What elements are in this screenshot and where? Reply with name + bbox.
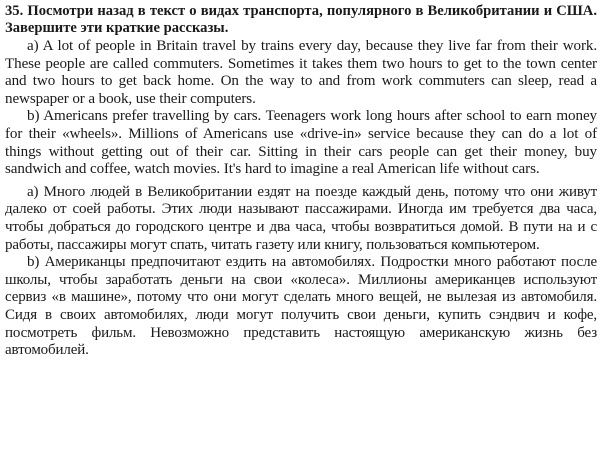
exercise-heading bbox=[5, 3, 597, 37]
russian-paragraph-b bbox=[5, 254, 597, 360]
textbook-page bbox=[5, 3, 597, 360]
russian-translation bbox=[5, 184, 597, 360]
paragraph-text: Американцы предпочитают ездить на автомобилях. Подростки много работают после школы, чтобы заработать деньги на свои «колеса». Миллионы американцев используют сервиз «в машине», потому что они могут сделать много вещей, не вылезая из автомобиля. Сидя в своих автомобилях, люди могут получить свои деньги, купить сэндвич и кофе, посмотреть фильм. Невозможно представить настоящую американскую жизнь без автомобилей. bbox=[5, 254, 598, 359]
paragraph-label: a) bbox=[27, 183, 39, 200]
english-paragraph-a bbox=[5, 38, 597, 108]
russian-paragraph-a bbox=[5, 184, 597, 254]
exercise-number: 35. bbox=[5, 3, 24, 19]
paragraph-text: Americans prefer travelling by cars. Teenagers work long hours after school to earn money for their «wheels». Millions of Americans use «drive-in» service because they can do a lot of things without getting out of their car. Sitting in their cars people can get their money, buy sandwich and coffee, watch movies. It's hard to imagine a real American life without cars. bbox=[5, 108, 598, 178]
english-text bbox=[5, 38, 597, 179]
paragraph-label: a) bbox=[27, 38, 39, 54]
paragraph-label: b) bbox=[27, 108, 40, 125]
paragraph-text: Много людей в Великобритании ездят на поезде каждый день, потому что они живут далеко от соей работы. Этих люди называют пассажирами. Иногда им требуется два часа, чтобы добраться до городского центре и два часа, чтобы возвратиться домой. В пути на и с работы, пассажиры могут спать, читать газету или книгу, пользоваться компьютером. bbox=[5, 183, 598, 253]
paragraph-label: b) bbox=[27, 254, 40, 271]
english-paragraph-b bbox=[5, 108, 597, 178]
exercise-instruction: Посмотри назад в текст о видах транспорта, популярного в Великобритании и США. Завершите эти краткие рассказы. bbox=[5, 3, 597, 36]
paragraph-text: A lot of people in Britain travel by trains every day, because they live far from their work. These people are called commuters. Sometimes it takes them two hours to get to the town center and two hours to get back home. On the way to and from work commuters can sleep, read a newspaper or a book, use their computers. bbox=[5, 38, 597, 107]
